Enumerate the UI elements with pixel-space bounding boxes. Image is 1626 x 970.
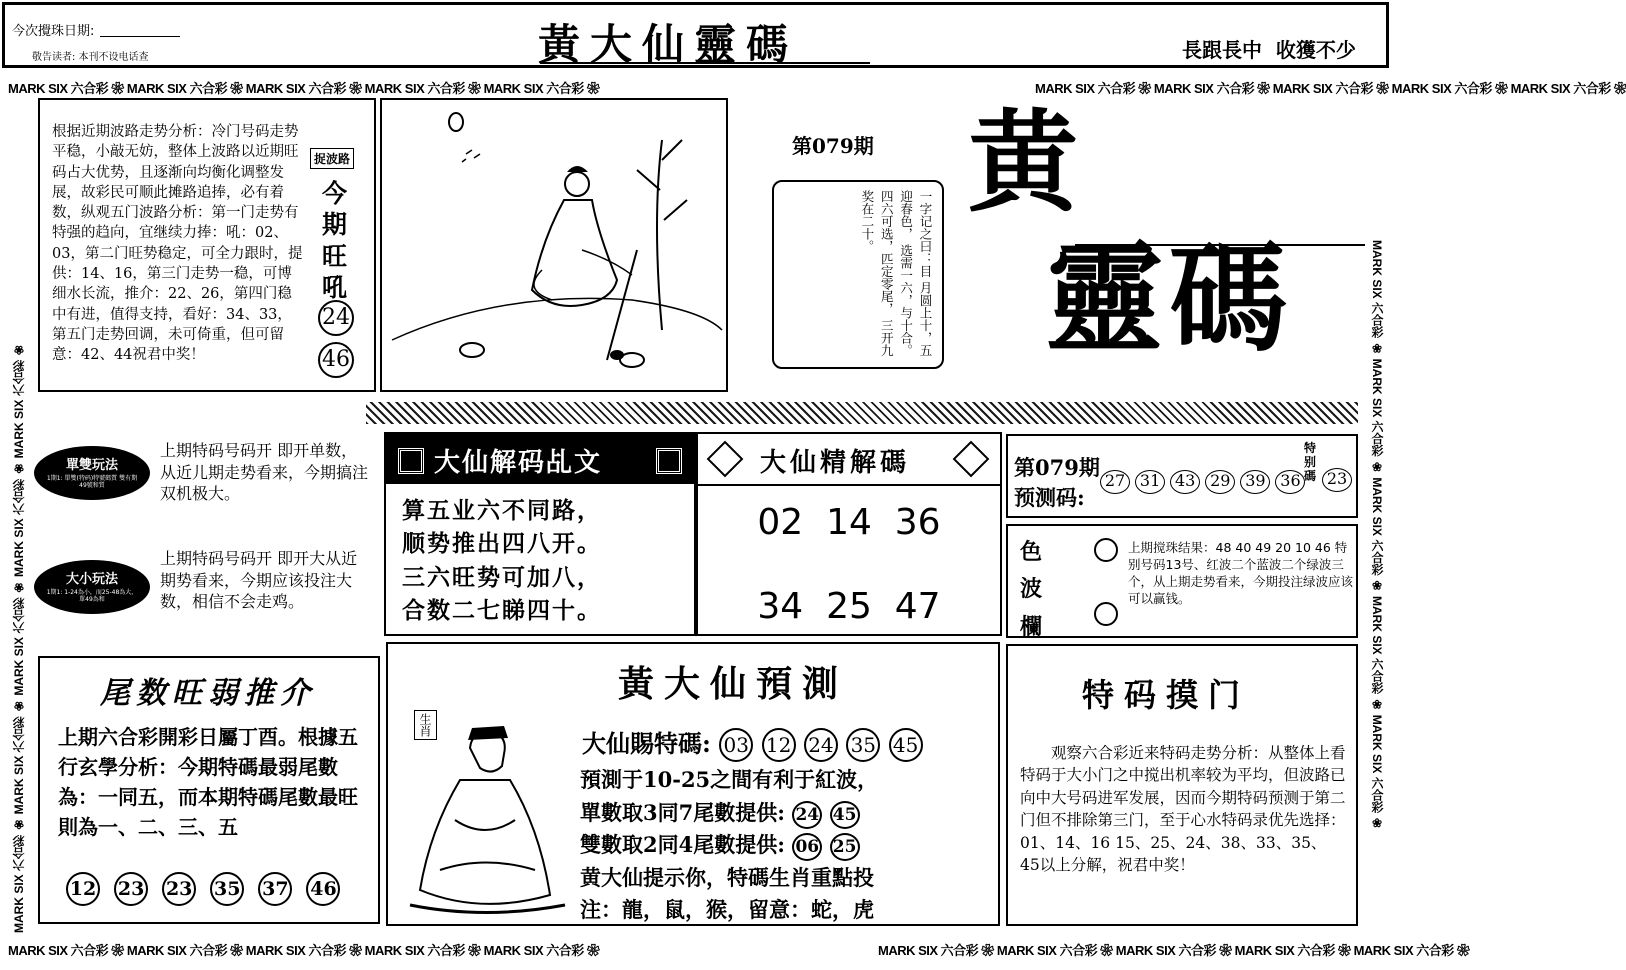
fine-code-title: 大仙精解碼 [760, 448, 911, 478]
forecast-number: 31 [1135, 470, 1165, 494]
wave-side-title: 今期旺吼 [322, 179, 348, 302]
prediction-line3-prefix: 雙數取2同4尾數提供: [580, 832, 785, 858]
poem-square-left [398, 448, 424, 474]
tail-number: 37 [258, 872, 292, 906]
odd-even-text: 上期特码号码开 即开单数，从近儿期走势看来，今期搞注双机极大。 [160, 441, 369, 504]
scroll-text: 一字记之曰：目 月圆上十，五迎春色， 选需一六，与十合。 四六可选，匹定零尾， 三开九奖在二十。 [859, 190, 933, 357]
big-small-badge-sub: 1期1: 1-24為小，而25-48為大，單49為和 [46, 589, 138, 604]
prediction-special-number: 45 [889, 728, 923, 762]
odd-even-badge-sub: 1期1: 單雙(特码)特號碼質 雙有期49號和質 [46, 475, 138, 490]
forecast-number: 36 [1275, 470, 1305, 494]
forecast-number: 39 [1240, 470, 1270, 494]
marquee-right: MARK SIX 六合彩 ❀ MARK SIX 六合彩 ❀ MARK SIX 六合彩 ❀ MARK SIX 六合彩 ❀ MARK SIX 六合彩 ❀ [1370, 240, 1384, 831]
prediction-line2-number: 24 [792, 801, 822, 829]
poem-line: 三六旺势可加八， [402, 563, 602, 591]
tail-number: 35 [210, 872, 244, 906]
wave-analysis-text: 根据近期波路走势分析：冷门号码走势平稳，小敲无妨，整体上波路以近期旺码占大优势，且逐渐向均衡化调整发展，故彩民可顺此摊路追捧，必有着数，纵观五门波路分析：第一门走势有特强的趋向，宜继续力捧：吼：02、03，第二门旺势稳定，可全力跟时，提供：14、16，第三门走势一稳，可博细水长流，推介：22、26，第四门稳中有进，值得支持，看好：34、33，第五门走势回调，未可倚重，但可留意：42、44祝君中奖！ [52, 124, 303, 364]
forecast-label: 预测码: [1014, 485, 1085, 510]
poem-title-strip [386, 434, 694, 484]
date-underline [100, 36, 180, 37]
header-slogan: 長跟長中 收獲不少 [1182, 38, 1356, 62]
odd-even-badge-title: 單雙玩法 [65, 458, 118, 473]
prediction-line3-number: 25 [830, 833, 860, 861]
diamond-right-icon [953, 441, 990, 478]
header-title: 黃大仙靈碼 [538, 20, 799, 69]
prediction-line3 [580, 829, 996, 862]
forecast-special-label: 特别碼 [1304, 441, 1317, 483]
poem-lines [402, 494, 692, 627]
poem-line: 合数二七睇四十。 [402, 597, 602, 625]
prediction-stamp: 生肖 [414, 710, 437, 740]
big-small-text: 上期特码号码开 即开大从近期势看来，今期应该投注大数，相信不会走鸡。 [160, 549, 358, 612]
color-circle-bottom [1094, 602, 1118, 626]
wave-tag: 捉波路 [310, 148, 354, 169]
tail-number: 23 [162, 872, 196, 906]
prediction-line2-number: 45 [830, 801, 860, 829]
poem-line: 顺势推出四八开。 [402, 530, 602, 558]
header-title-underline [540, 62, 870, 64]
big-title-lingma: 靈碼 [1045, 229, 1294, 368]
wave-number: 24 [318, 300, 354, 336]
special-door-text: 观察六合彩近来特码走势分析：从整体上看特码于大小门之中搅出机率较为平均，但波路已向中大号码进军发展，因而今期特码预测于第二门但不排除第三门，至于心水特码录优先选择：01、14、16 15、25、24、38、33、35、45以上分解，祝君中奖！ [1020, 744, 1346, 875]
tail-number: 23 [114, 872, 148, 906]
big-title-line [1075, 244, 1365, 246]
forecast-issue: 第079期 [1014, 455, 1100, 480]
marquee-bottom-left: MARK SIX 六合彩 ❀ MARK SIX 六合彩 ❀ MARK SIX 六合彩 ❀ MARK SIX 六合彩 ❀ MARK SIX 六合彩 ❀ [8, 943, 600, 958]
prediction-line2 [580, 797, 996, 830]
poem-square-right [656, 448, 682, 474]
odd-even-badge [34, 446, 150, 500]
color-wave-side: 色波欄 [1020, 539, 1043, 640]
reader-notice: 敬告读者: 本刊不设电话查 [32, 52, 149, 63]
wave-numbers [318, 300, 358, 378]
forecast-special: 23 [1322, 468, 1352, 492]
fine-code-header [698, 434, 1000, 486]
big-small-badge [34, 560, 150, 614]
prediction-special-number: 24 [804, 728, 838, 762]
issue-label: 第079期 [792, 134, 874, 158]
marquee-left: MARK SIX 六合彩 ❀ MARK SIX 六合彩 ❀ MARK SIX 六合彩 ❀ MARK SIX 六合彩 ❀ MARK SIX 六合彩 ❀ [12, 342, 26, 933]
poem-line: 算五业六不同路， [402, 497, 602, 524]
wave-number: 46 [318, 342, 354, 378]
forecast-number: 29 [1205, 470, 1235, 494]
tail-title: 尾数旺弱推介 [100, 676, 316, 711]
prediction-special-label: 大仙賜特碼: [582, 729, 711, 758]
color-wave-text: 上期搅珠结果：48 40 49 20 10 46 特别号码13号、红波二个蓝波二个绿波三个，从上期走势看来，今期投注绿波应该可以赢钱。 [1128, 540, 1354, 606]
big-title-huang: 黄 [968, 98, 1078, 227]
hatch-divider [366, 402, 1358, 424]
forecast-number: 27 [1100, 470, 1130, 494]
big-small-badge-title: 大小玩法 [65, 572, 118, 587]
tail-text: 上期六合彩開彩日屬丁酉。根據五行玄學分析：今期特碼最弱尾數為：一同五，而本期特碼尾數最旺則為一、二、三、五 [58, 725, 358, 839]
tail-numbers [66, 872, 340, 906]
forecast-numbers [1100, 470, 1305, 494]
poem-title: 大仙解码乩文 [434, 448, 603, 478]
prediction-line5: 注：龍，鼠，猴，留意：蛇，虎 [580, 897, 874, 923]
prediction-line4: 黄大仙提示你，特碼生肖重點投 [580, 864, 874, 890]
prediction-special-number: 35 [846, 728, 880, 762]
color-circle-top [1094, 538, 1118, 562]
sage-illustration [380, 98, 728, 392]
prediction-lines [580, 764, 996, 927]
special-door-title: 特码摸门 [1082, 676, 1251, 714]
fine-code-row2: 34 25 47 [757, 586, 941, 627]
prediction-title: 黃大仙預測 [618, 663, 849, 705]
prediction-special-line [582, 724, 923, 762]
marquee-top-left: MARK SIX 六合彩 ❀ MARK SIX 六合彩 ❀ MARK SIX 六合彩 ❀ MARK SIX 六合彩 ❀ MARK SIX 六合彩 ❀ [8, 81, 600, 96]
prediction-special-number: 03 [719, 728, 753, 762]
draw-date-label: 今次攪珠日期: [12, 24, 95, 39]
tail-number: 12 [66, 872, 100, 906]
marquee-top-right: MARK SIX 六合彩 ❀ MARK SIX 六合彩 ❀ MARK SIX 六合彩 ❀ MARK SIX 六合彩 ❀ MARK SIX 六合彩 ❀ [1035, 81, 1626, 96]
sage-drawing [382, 100, 726, 390]
prediction-line3-number: 06 [792, 833, 822, 861]
tail-number: 46 [306, 872, 340, 906]
prediction-line2-prefix: 單數取3同7尾數提供: [580, 799, 785, 825]
prediction-special-number: 12 [762, 728, 796, 762]
forecast-number: 43 [1170, 470, 1200, 494]
marquee-bottom-right: MARK SIX 六合彩 ❀ MARK SIX 六合彩 ❀ MARK SIX 六合彩 ❀ MARK SIX 六合彩 ❀ MARK SIX 六合彩 ❀ [878, 943, 1470, 958]
diamond-left-icon [707, 441, 744, 478]
prediction-line1: 預測于10-25之間有利于紅波， [580, 767, 879, 792]
fine-code-row1: 02 14 36 [757, 502, 941, 543]
sage-seated-drawing [400, 720, 570, 920]
